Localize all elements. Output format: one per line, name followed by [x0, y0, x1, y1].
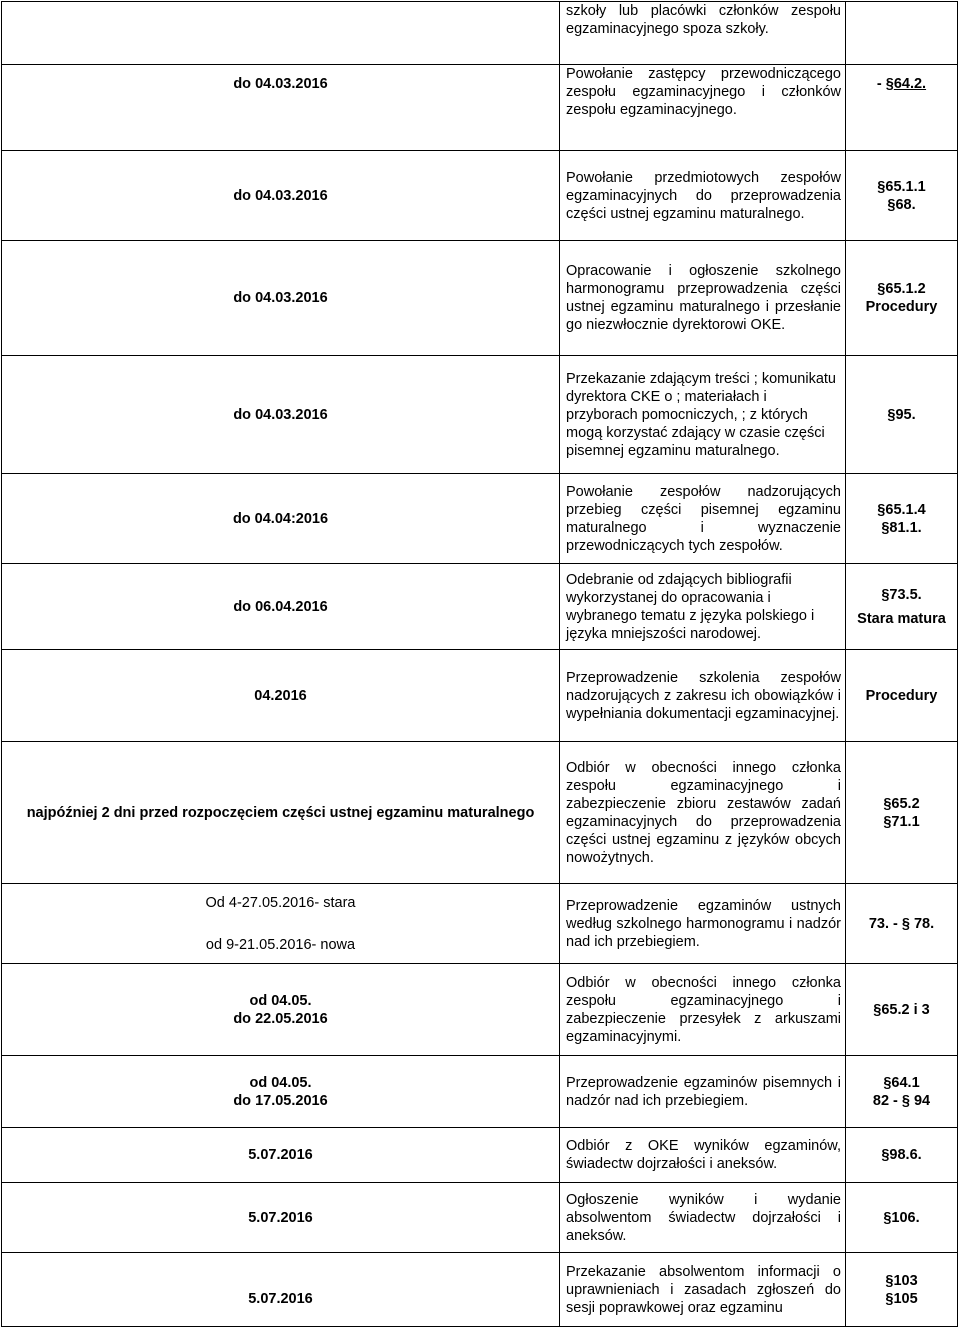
table-row [2, 2, 958, 65]
deadline-date: 5.07.2016 [248, 1291, 313, 1307]
date-cell [2, 151, 560, 241]
task-description: Powołanie zespołów nadzorujących przebieg części pisemnej egzaminu maturalnego i wyznaczenie przewodniczących tych zespołów. [560, 474, 846, 564]
date-cell [2, 1128, 560, 1183]
deadline-date: 5.07.2016 [248, 1209, 313, 1226]
task-description: Ogłoszenie wyników i wydanie absolwentom świadectw dojrzałości i aneksów. [560, 1183, 846, 1253]
reference-text: 65.1.1 [885, 178, 926, 195]
reference-text: 98.6. [889, 1147, 922, 1163]
deadline-date: do 04.03.2016 [233, 290, 328, 306]
reference-text: 65.2 [891, 795, 920, 812]
date-cell [2, 650, 560, 742]
task-description: Opracowanie i ogłoszenie szkolnego harmonogramu przeprowadzenia części ustnej egzaminu maturalnego i przesłanie go niezwłocznie dyrektorowi OKE. [560, 241, 846, 356]
section-symbol: § [881, 1147, 890, 1163]
reference-text: 103 [893, 1272, 918, 1289]
reference-text: 64.1 [891, 1074, 920, 1091]
section-symbol: § [877, 178, 886, 195]
date-cell [2, 474, 560, 564]
reference-text: 95. [895, 406, 916, 423]
deadline-date: do 17.05.2016 [233, 1092, 328, 1109]
date-cell [2, 964, 560, 1056]
section-symbol: § [883, 1209, 892, 1226]
reference-text: 73.5. [889, 586, 922, 603]
reference-text: 65.1.2 [885, 281, 926, 297]
section-symbol: § [881, 586, 890, 603]
deadline-date: do 04.03.2016 [233, 76, 328, 92]
section-symbol: § [887, 196, 896, 213]
reference-text: 64.2. [893, 76, 927, 92]
table-row [2, 474, 958, 564]
table-row [2, 650, 958, 742]
section-symbol: § [877, 501, 886, 518]
reference-text: 71.1 [891, 813, 920, 830]
reference-text: 81.1. [889, 519, 922, 536]
reference-text: 82 - § 94 [872, 1092, 931, 1109]
section-symbol: § [885, 1272, 894, 1289]
reference-text: 65.1.4 [885, 501, 926, 518]
task-description: szkoły lub placówki członków zespołu egzaminacyjnego spoza szkoły. [560, 2, 846, 65]
date-cell [2, 884, 560, 964]
deadline-date: 04.2016 [254, 687, 307, 704]
reference-text: 73. - § 78. [868, 915, 935, 932]
date-cell [2, 356, 560, 474]
table-row [2, 884, 958, 964]
deadline-date: od 9-21.05.2016- nowa [205, 936, 356, 953]
task-description: Przeprowadzenie egzaminów pisemnych i nadzór nad ich przebiegiem. [560, 1056, 846, 1128]
deadline-date: od 04.05. [249, 992, 312, 1009]
table-row [2, 964, 958, 1056]
task-description: Przeprowadzenie szkolenia zespołów nadzorujących z zakresu ich obowiązków i wypełniania dokumentacji egzaminacyjnej. [560, 650, 846, 742]
date-cell [2, 1183, 560, 1253]
legal-reference [846, 1128, 958, 1183]
exam-schedule-table [1, 1, 958, 1327]
legal-reference [846, 241, 958, 356]
legal-reference [846, 564, 958, 650]
section-symbol: § [887, 406, 896, 423]
deadline-date: do 04.03.2016 [233, 187, 328, 204]
deadline-date: do 06.04.2016 [233, 598, 328, 615]
legal-reference [846, 964, 958, 1056]
table-row [2, 1183, 958, 1253]
date-cell [2, 564, 560, 650]
task-description: Odbiór w obecności innego członka zespołu egzaminacyjnego i zabezpieczenie przesyłek z arkuszami egzaminacyjnymi. [560, 964, 846, 1056]
task-description: Przekazanie absolwentom informacji o uprawnieniach i zasadach zgłoszeń do sesji poprawkowej oraz egzaminu [560, 1253, 846, 1327]
task-description: Powołanie przedmiotowych zespołów egzaminacyjnych do przeprowadzenia części ustnej egzaminu maturalnego. [560, 151, 846, 241]
legal-reference [846, 2, 958, 65]
legal-reference [846, 65, 958, 151]
legal-reference [846, 1056, 958, 1128]
legal-reference [846, 650, 958, 742]
date-cell [2, 1056, 560, 1128]
section-symbol: § [885, 1290, 894, 1307]
deadline-date: od 04.05. [249, 1074, 312, 1091]
table-row [2, 1253, 958, 1327]
section-symbol: § [883, 1074, 892, 1091]
task-description: Odebranie od zdających bibliografii wykorzystanej do opracowania i wybranego tematu z języka polskiego i języka mniejszości narodowej. [560, 564, 846, 650]
date-cell [2, 65, 560, 151]
section-symbol: § [883, 795, 892, 812]
legal-reference [846, 356, 958, 474]
date-cell [2, 1253, 560, 1327]
reference-text: Stara matura [857, 610, 946, 627]
deadline-date: najpóźniej 2 dni przed rozpoczęciem części ustnej egzaminu maturalnego [26, 804, 535, 821]
legal-reference [846, 884, 958, 964]
reference-text: Procedury [865, 687, 938, 704]
legal-reference [846, 474, 958, 564]
table-row [2, 65, 958, 151]
reference-text: 105 [893, 1290, 918, 1307]
section-symbol: § [881, 519, 890, 536]
task-description: Odbiór z OKE wyników egzaminów, świadectw dojrzałości i aneksów. [560, 1128, 846, 1183]
deadline-date: Od 4-27.05.2016- stara [205, 894, 356, 911]
table-row [2, 564, 958, 650]
task-description: Przekazanie zdającym treści ; komunikatu dyrektora CKE o ; materiałach i przyborach pomocniczych, ; z których mogą korzystać zdający w czasie części pisemnej egzaminu maturalnego. [560, 356, 846, 474]
date-cell [2, 742, 560, 884]
reference-text: 68. [895, 196, 916, 213]
task-description: Przeprowadzenie egzaminów ustnych według szkolnego harmonogramu i nadzór nad ich przebiegiem. [560, 884, 846, 964]
legal-reference [846, 742, 958, 884]
section-symbol: - § [876, 76, 894, 92]
section-symbol: § [877, 281, 886, 297]
table-row [2, 356, 958, 474]
reference-text: 65.2 i 3 [881, 1001, 930, 1018]
deadline-date: do 04.04:2016 [232, 510, 329, 527]
table-row [2, 241, 958, 356]
reference-text: 106. [891, 1209, 920, 1226]
table-row [2, 151, 958, 241]
deadline-date: do 04.03.2016 [233, 406, 328, 423]
task-description: Odbiór w obecności innego członka zespołu egzaminacyjnego i zabezpieczenie zbioru zestawów zadań egzaminacyjnych do przeprowadzenia części ustnej egzaminu z języków obcych nowożytnych. [560, 742, 846, 884]
table-row [2, 742, 958, 884]
date-cell [2, 2, 560, 65]
deadline-date: 5.07.2016 [248, 1147, 313, 1163]
legal-reference [846, 151, 958, 241]
task-description: Powołanie zastępcy przewodniczącego zespołu egzaminacyjnego i członków zespołu egzaminacyjnego. [560, 65, 846, 151]
deadline-date: do 22.05.2016 [233, 1010, 328, 1027]
section-symbol: § [883, 813, 892, 830]
legal-reference [846, 1253, 958, 1327]
section-symbol: § [873, 1001, 882, 1018]
table-row [2, 1056, 958, 1128]
table-row [2, 1128, 958, 1183]
reference-text: Procedury [865, 299, 938, 315]
legal-reference [846, 1183, 958, 1253]
date-cell [2, 241, 560, 356]
